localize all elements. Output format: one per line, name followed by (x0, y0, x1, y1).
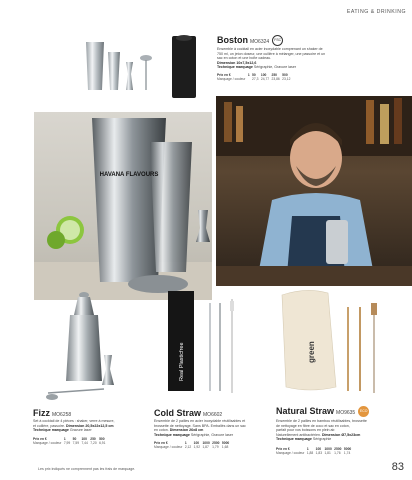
bartender-shaker (326, 220, 348, 264)
fizz-spoon (48, 389, 104, 393)
naturalstraw-price-table: Prix en € 1 100 1000 2500 5000 Marquage / couleur 1,88 1,83 1,81 1,76 1,74 (276, 447, 352, 455)
jigger-photo (196, 210, 210, 242)
natural-bag-text: green (307, 341, 316, 363)
coldstraw-product-image (160, 285, 246, 403)
fizz-shaker (66, 315, 102, 381)
fizz-description: Set à cocktail de 4 pièces : shaker, verre à mesure, et cuillère, passoire. Dimension 20,5x22x12,5 cm Technique marquage Gravure laser (33, 419, 115, 433)
coldstraw-title: Cold Straw MO6602 (154, 408, 223, 418)
boston-title: Boston MO6324 FSC (217, 35, 282, 45)
fizz-title: Fizz MO6258 (33, 408, 72, 418)
jigger (126, 62, 133, 90)
shaker-tin-small (108, 52, 120, 90)
naturalstraw-title: Natural Straw MO9635 ECO (276, 406, 368, 416)
naturalstraw-product-image (276, 285, 396, 403)
page-number: 83 (391, 461, 404, 473)
boston-price-table: Prix en € 1 50 100 250 500 Marquage / couleur 27,3 24,77 23,86 23,12 (217, 73, 291, 81)
fsc-badge-icon: FSC (272, 35, 283, 46)
shaker-cap (74, 297, 94, 315)
naturalstraw-description: Ensemble de 2 pailles en bambou réutilisables, brossette de nettoyage en fibre de coco et sac en coton, parfait pour vos boissons en plein air. Naturellement antibactérien. Dimension Ø7,5x23cm Technique marquage Sérigraphie (276, 419, 367, 442)
coldstraw-price-table: Prix en € 1 100 1000 2500 5000 Marquage / couleur 2,12 1,92 1,87 1,79 1,68 (154, 441, 230, 449)
footnote: Les prix indiqués ne comprennent pas les frais de marquage. (38, 467, 136, 471)
boston-product-image (80, 30, 208, 108)
natural-pouch (282, 290, 336, 390)
fizz-product-image (38, 285, 146, 403)
boston-description: Ensemble à cocktail en acier inoxydable comprenant un shaker de 750 ml, un jeton doseur, une cuillère à mélanger, une passoire et un sac en coton et une boîte cadeau. Dimension 10x7,5x12,6 Technique marquage Sérigraphie, Gravure laser (217, 47, 326, 70)
straw-bag-text: Real Plasticfree (179, 342, 185, 381)
small-shaker (150, 142, 192, 272)
cocktail-set-photo (34, 112, 212, 300)
cotton-pouch (172, 36, 196, 98)
bartender-photo (216, 96, 412, 286)
fizz-price-table: Prix en € 1 50 100 250 500 Marquage / couleur 7,99 7,59 7,44 7,20 6,91 (33, 437, 106, 445)
shaker-tin-large (86, 42, 104, 90)
eco-badge-icon: ECO (358, 406, 369, 417)
fizz-strainer (46, 394, 58, 400)
coldstraw-description: Ensemble de 2 pailles en acier inoxydable réutilisables et brossette de nettoyage. Sans BPA. Emballés dans un sac en coton. Dimension 26x8 cm Technique marquage Sérigraphie, Gravure laser (154, 419, 246, 437)
havana-flavours-label: HAVANA FLAVOURS (99, 172, 159, 178)
section-title: EATING & DRINKING (346, 9, 406, 15)
fizz-jigger (102, 355, 114, 385)
